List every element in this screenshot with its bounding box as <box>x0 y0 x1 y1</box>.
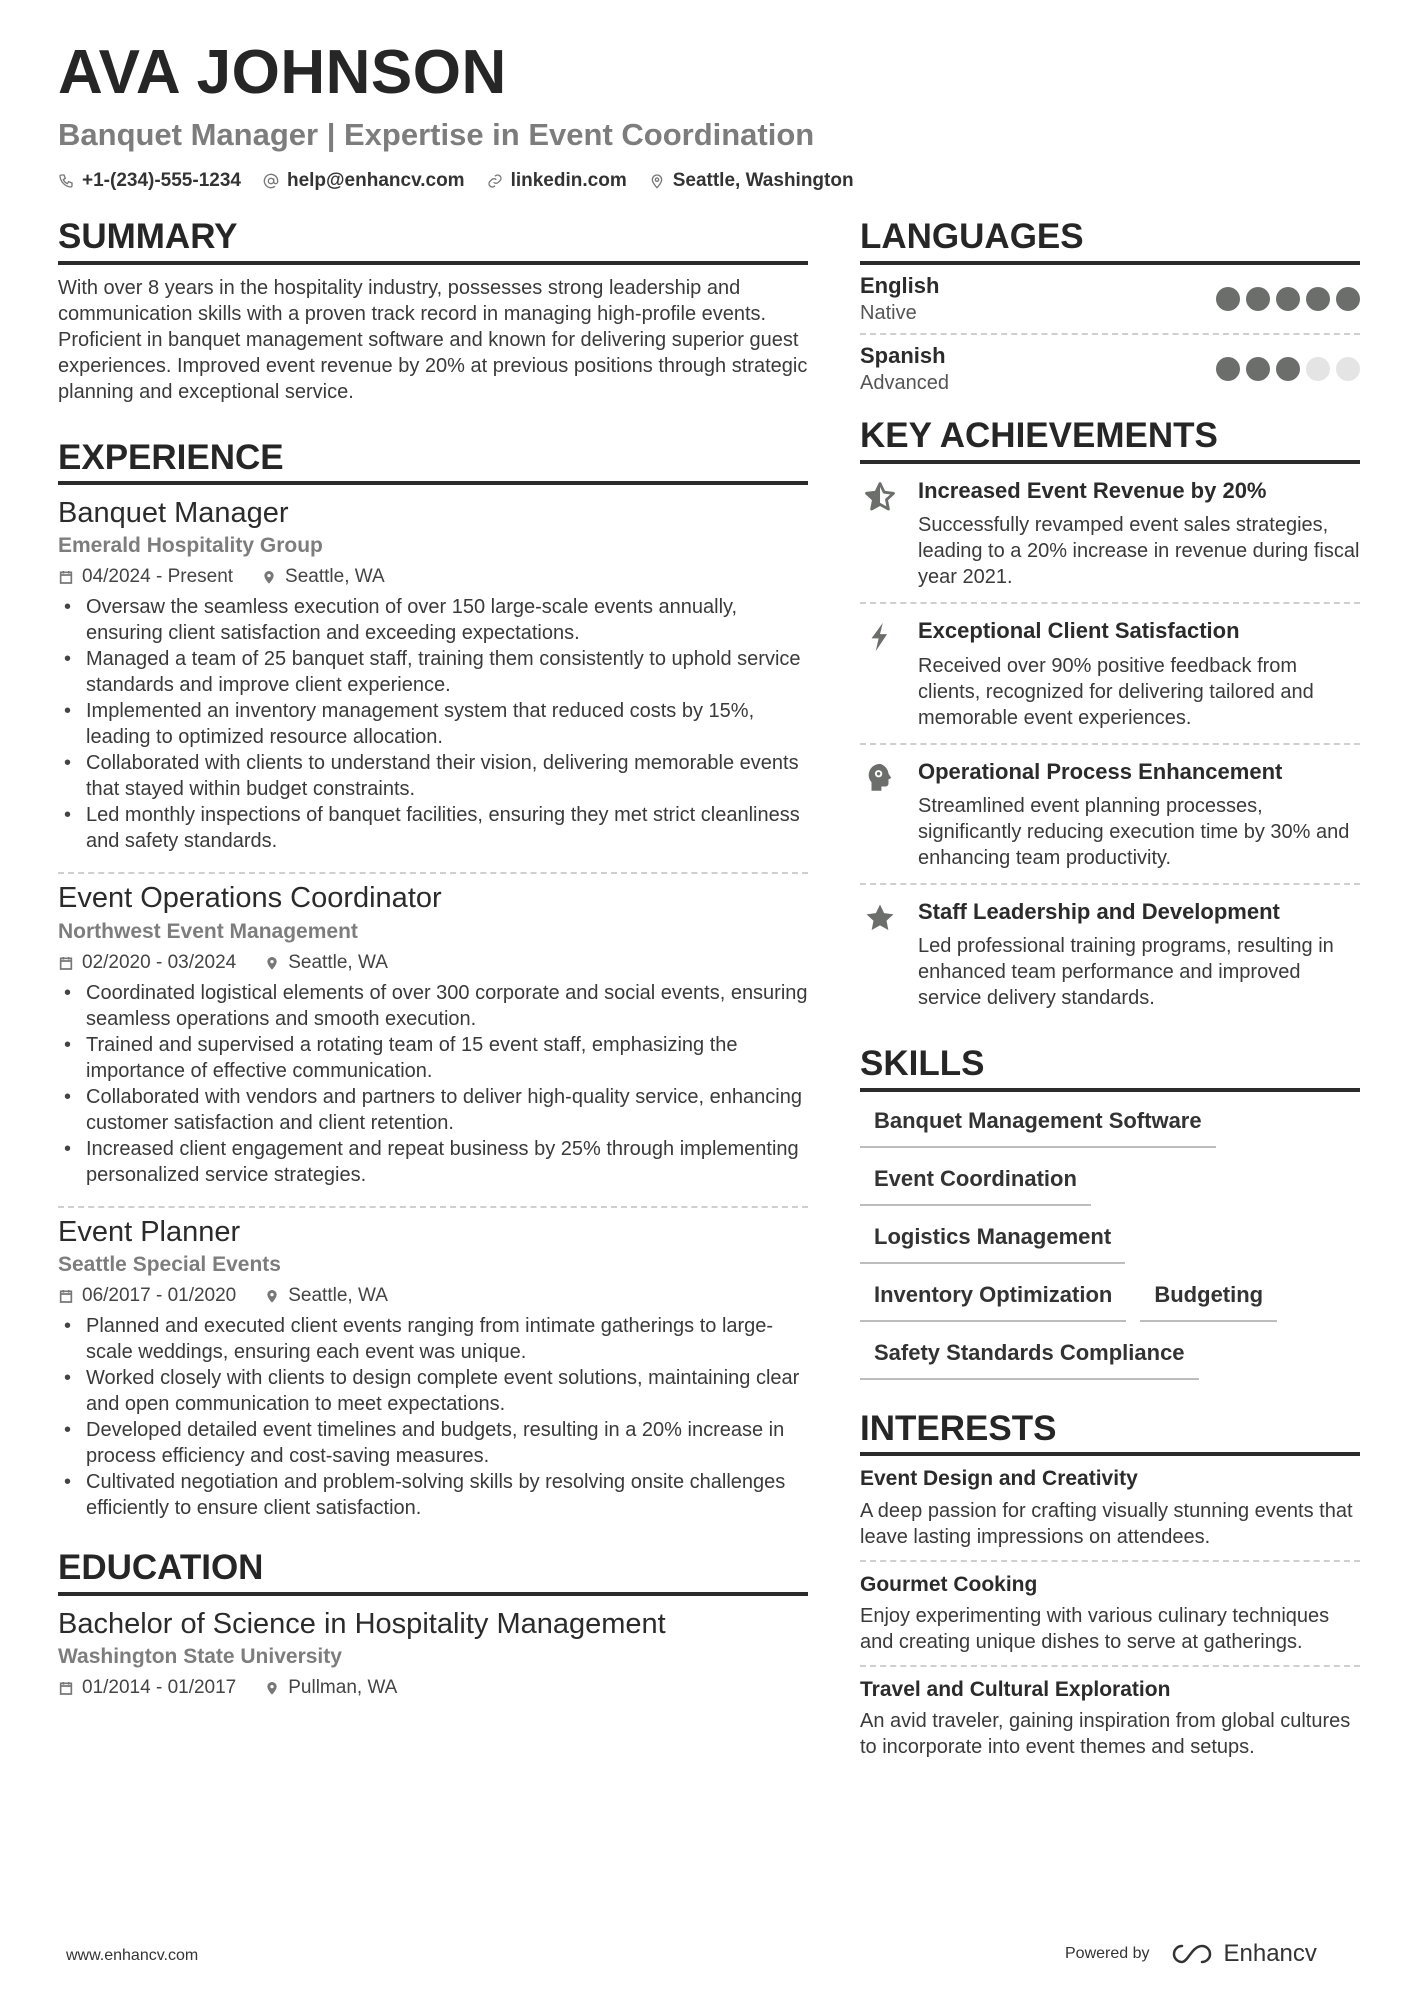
achievement-icon-wrap <box>860 618 900 730</box>
achievement-item <box>860 464 1360 602</box>
footer-url[interactable]: www.enhancv.com <box>66 1947 199 1964</box>
bullet-item: • Implemented an inventory management system that reduced costs by 15%, leading to optimized resource allocation. <box>58 698 808 750</box>
job-dates-text: 02/2020 - 03/2024 <box>82 951 237 973</box>
rating-dot-empty <box>1306 357 1330 381</box>
section-title: KEY ACHIEVEMENTS <box>860 417 1360 464</box>
brand-name: Enhancv <box>1223 1940 1317 1967</box>
interest-item <box>860 1456 1360 1559</box>
link-icon <box>487 173 503 189</box>
achievement-icon-wrap <box>860 899 900 1011</box>
bullet-item: • Developed detailed event timelines and budgets, resulting in a 20% increase in process efficiency and cost-saving measures. <box>58 1417 808 1469</box>
powered-by-label: Powered by <box>1065 1945 1150 1962</box>
job-bullets <box>58 594 808 854</box>
language-item <box>860 333 1360 403</box>
section-title: SUMMARY <box>58 218 808 265</box>
contact-text: +1-(234)-555-1234 <box>82 170 241 191</box>
achievement-title: Operational Process Enhancement <box>918 758 1283 784</box>
interest-item <box>860 1560 1360 1665</box>
job-location-text: Seattle, WA <box>288 1285 388 1307</box>
rating-dot-filled <box>1306 287 1330 311</box>
enhancv-logo-icon <box>1168 1941 1216 1967</box>
job-location <box>261 566 385 588</box>
head-gear-icon <box>863 761 897 795</box>
interest-desc: An avid traveler, gaining inspiration from global cultures to incorporate into event themes and setups. <box>860 1709 1351 1758</box>
bullet-item: • Collaborated with vendors and partners to deliver high-quality service, enhancing customer satisfaction and client retention. <box>58 1084 808 1136</box>
language-rating <box>1216 287 1360 311</box>
section-title: LANGUAGES <box>860 218 1360 265</box>
education-entry <box>58 1608 808 1705</box>
skills-list <box>860 1104 1360 1380</box>
contact-email[interactable] <box>263 170 465 192</box>
language-level: Native <box>860 301 917 324</box>
contact-text: linkedin.com <box>510 170 627 191</box>
contact-phone[interactable] <box>58 170 241 192</box>
rating-dot-empty <box>1336 357 1360 381</box>
calendar-icon <box>58 1288 74 1304</box>
interest-desc: A deep passion for crafting visually stunning events that leave lasting impressions on attendees. <box>860 1499 1353 1548</box>
section-title: EXPERIENCE <box>58 439 808 486</box>
achievement-desc: Streamlined event planning processes, significantly reducing execution time by 30% and enhancing team productivity. <box>918 794 1350 869</box>
bullet-item: • Planned and executed client events ranging from intimate gatherings to large-scale weddings, ensuring each event was unique. <box>58 1313 808 1365</box>
achievement-item <box>860 883 1360 1023</box>
candidate-headline: Banquet Manager | Expertise in Event Coordination <box>58 117 815 152</box>
skill-tag: Banquet Management Software <box>860 1104 1216 1148</box>
rating-dot-filled <box>1246 287 1270 311</box>
star-filled-icon <box>863 901 897 935</box>
interest-title: Event Design and Creativity <box>860 1467 1138 1491</box>
job-location-text: Seattle, WA <box>285 566 385 588</box>
bullet-item: • Coordinated logistical elements of over 300 corporate and social events, ensuring seamless operations and smooth execution. <box>58 980 808 1032</box>
job-meta <box>58 566 808 588</box>
calendar-icon <box>58 569 74 585</box>
job-bullets <box>58 1313 808 1521</box>
degree-title: Bachelor of Science in Hospitality Management <box>58 1607 666 1640</box>
language-name: English <box>860 272 940 298</box>
rating-dot-filled <box>1216 357 1240 381</box>
experience-section <box>58 439 808 1528</box>
education-section <box>58 1549 808 1705</box>
job-dates-text: 06/2017 - 01/2020 <box>82 1285 237 1307</box>
location-icon <box>264 1288 280 1304</box>
calendar-icon <box>58 955 74 971</box>
job-entry <box>58 872 808 1193</box>
education-meta <box>58 1677 808 1699</box>
achievement-title: Increased Event Revenue by 20% <box>918 477 1267 503</box>
skill-tag: Logistics Management <box>860 1220 1125 1264</box>
interest-title: Gourmet Cooking <box>860 1572 1038 1596</box>
section-title: EDUCATION <box>58 1549 808 1596</box>
lightning-icon <box>863 620 897 654</box>
job-dates <box>58 952 236 974</box>
bullet-item: • Collaborated with clients to understand their vision, delivering memorable events that stayed within budget constraints. <box>58 750 808 802</box>
education-location-text: Pullman, WA <box>288 1676 398 1698</box>
calendar-icon <box>58 1680 74 1696</box>
contact-linkedin[interactable] <box>487 170 627 192</box>
contact-text: help@enhancv.com <box>286 170 465 191</box>
achievement-title: Exceptional Client Satisfaction <box>918 618 1240 644</box>
job-title: Event Planner <box>58 1215 241 1248</box>
skill-tag: Safety Standards Compliance <box>860 1336 1199 1380</box>
interest-item <box>860 1665 1360 1770</box>
bullet-item: • Worked closely with clients to design complete event solutions, maintaining clear and open communication to meet expectations. <box>58 1365 808 1417</box>
bullet-item: • Led monthly inspections of banquet facilities, ensuring they met strict cleanliness and safety standards. <box>58 802 808 854</box>
rating-dot-filled <box>1276 287 1300 311</box>
achievement-title: Staff Leadership and Development <box>918 898 1280 924</box>
job-location <box>264 1285 388 1307</box>
skills-section <box>860 1045 1360 1380</box>
interest-title: Travel and Cultural Exploration <box>860 1677 1171 1701</box>
phone-icon <box>58 173 74 189</box>
rating-dot-filled <box>1246 357 1270 381</box>
contact-bar <box>58 170 854 192</box>
interest-desc: Enjoy experimenting with various culinary techniques and creating unique dishes to serve at gatherings. <box>860 1604 1330 1653</box>
languages-section <box>860 218 1360 403</box>
rating-dot-filled <box>1276 357 1300 381</box>
job-title: Banquet Manager <box>58 497 289 529</box>
job-dates-text: 04/2024 - Present <box>82 566 234 588</box>
summary-text: With over 8 years in the hospitality industry, possesses strong leadership and communication skills with a proven track record in managing high-profile events. Proficient in banquet management software and known for delivering superior guest experiences. Improved event revenue by 20% at previous positions through strategic planning and exceptional service. <box>58 276 808 403</box>
language-level: Advanced <box>860 372 949 395</box>
achievement-icon-wrap <box>860 759 900 871</box>
bullet-item: • Increased client engagement and repeat business by 25% through implementing personalized service strategies. <box>58 1136 808 1188</box>
location-icon <box>649 173 665 189</box>
achievements-section <box>860 417 1360 1023</box>
achievement-desc: Led professional training programs, resulting in enhanced team performance and improved service delivery standards. <box>918 935 1334 1010</box>
job-location-text: Seattle, WA <box>288 951 388 973</box>
at-icon <box>263 173 279 189</box>
location-icon <box>261 569 277 585</box>
bullet-item: • Cultivated negotiation and problem-solving skills by resolving onsite challenges efficiently to ensure client satisfaction. <box>58 1469 808 1521</box>
interests-section <box>860 1410 1360 1770</box>
education-location <box>264 1677 397 1699</box>
job-dates <box>58 1285 236 1307</box>
job-meta <box>58 1285 808 1307</box>
left-column <box>58 218 808 1705</box>
language-rating <box>1216 357 1360 381</box>
achievement-icon-wrap <box>860 478 900 590</box>
education-dates-text: 01/2014 - 01/2017 <box>82 1676 237 1698</box>
job-company: Seattle Special Events <box>58 1253 281 1277</box>
job-bullets <box>58 980 808 1188</box>
skill-tag: Event Coordination <box>860 1162 1091 1206</box>
job-entry <box>58 497 808 860</box>
skill-tag: Inventory Optimization <box>860 1278 1126 1322</box>
summary-section <box>58 218 808 405</box>
job-dates <box>58 566 233 588</box>
job-entry <box>58 1206 808 1527</box>
achievement-item <box>860 602 1360 742</box>
bullet-item: • Trained and supervised a rotating team of 15 event staff, emphasizing the importance of effective communication. <box>58 1032 808 1084</box>
rating-dot-filled <box>1216 287 1240 311</box>
education-dates <box>58 1677 236 1699</box>
bullet-item: • Oversaw the seamless execution of over 150 large-scale events annually, ensuring client satisfaction and exceeding expectations. <box>58 594 808 646</box>
skill-tag: Budgeting <box>1140 1278 1277 1322</box>
job-location <box>264 952 388 974</box>
contact-location <box>649 170 854 192</box>
rating-dot-filled <box>1336 287 1360 311</box>
contact-text: Seattle, Washington <box>672 170 854 191</box>
language-name: Spanish <box>860 342 946 368</box>
job-company: Emerald Hospitality Group <box>58 534 323 558</box>
achievement-desc: Successfully revamped event sales strategies, leading to a 20% increase in revenue during fiscal year 2021. <box>918 514 1360 589</box>
job-meta <box>58 952 808 974</box>
job-title: Event Operations Coordinator <box>58 882 442 915</box>
school-name: Washington State University <box>58 1644 342 1668</box>
location-icon <box>264 1680 280 1696</box>
language-item <box>860 265 1360 333</box>
candidate-name: AVA JOHNSON <box>58 38 507 107</box>
achievement-desc: Received over 90% positive feedback from clients, recognized for delivering tailored and memorable event experiences. <box>918 654 1314 729</box>
powered-by <box>1065 1940 1317 1968</box>
section-title: INTERESTS <box>860 1410 1360 1457</box>
location-icon <box>264 955 280 971</box>
bullet-item: • Managed a team of 25 banquet staff, training them consistently to uphold service standards and improve client experience. <box>58 646 808 698</box>
section-title: SKILLS <box>860 1045 1360 1092</box>
star-outline-icon <box>863 480 897 514</box>
job-company: Northwest Event Management <box>58 919 358 943</box>
right-column <box>860 218 1360 1770</box>
brand-logo[interactable] <box>1168 1940 1317 1968</box>
achievement-item <box>860 743 1360 883</box>
